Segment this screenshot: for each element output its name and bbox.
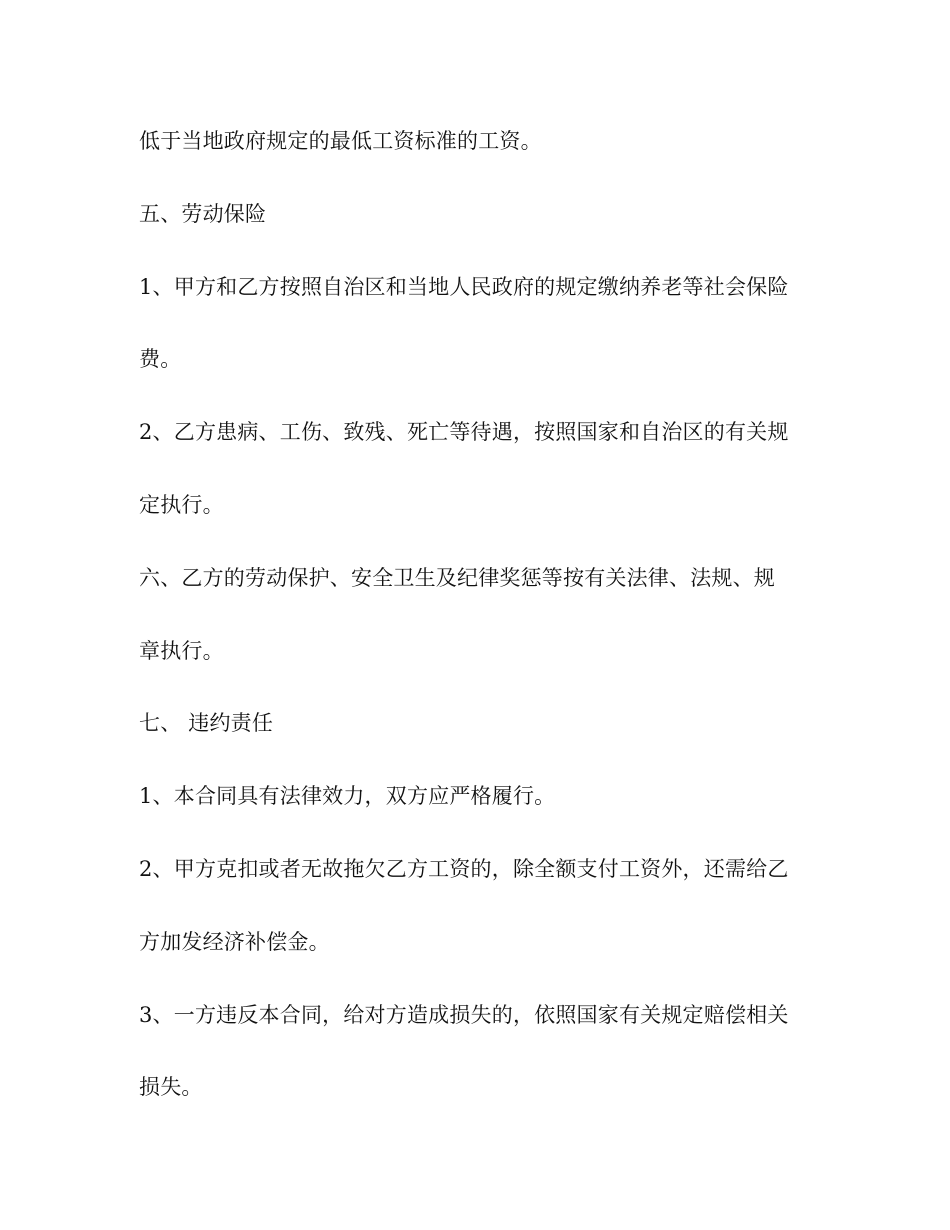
text-line: 2、乙方患病、工伤、致残、死亡等待遇，按照国家和自治区的有关规 <box>139 420 789 445</box>
text-line: 2、甲方克扣或者无故拖欠乙方工资的，除全额支付工资外，还需给乙 <box>139 856 789 881</box>
text-line: 六、乙方的劳动保护、安全卫生及纪律奖惩等按有关法律、法规、规 <box>139 565 775 590</box>
text-line: 1、本合同具有法律效力，双方应严格履行。 <box>139 784 556 809</box>
text-line: 费。 <box>139 347 182 372</box>
section-heading-breach-liability: 七、 违约责任 <box>139 711 274 736</box>
section-heading-labor-insurance: 五、劳动保险 <box>139 201 267 226</box>
text-line: 定执行。 <box>139 492 224 517</box>
text-line: 低于当地政府规定的最低工资标准的工资。 <box>139 129 542 153</box>
document-body <box>139 126 819 1145</box>
text-line: 损失。 <box>139 1075 203 1100</box>
text-line: 章执行。 <box>139 638 224 663</box>
text-line: 方加发经济补偿金。 <box>139 929 330 954</box>
text-line: 1、甲方和乙方按照自治区和当地人民政府的规定缴纳养老等社会保险 <box>139 274 789 299</box>
text-line: 3、一方违反本合同，给对方造成损失的，依照国家有关规定赔偿相关 <box>139 1002 789 1027</box>
